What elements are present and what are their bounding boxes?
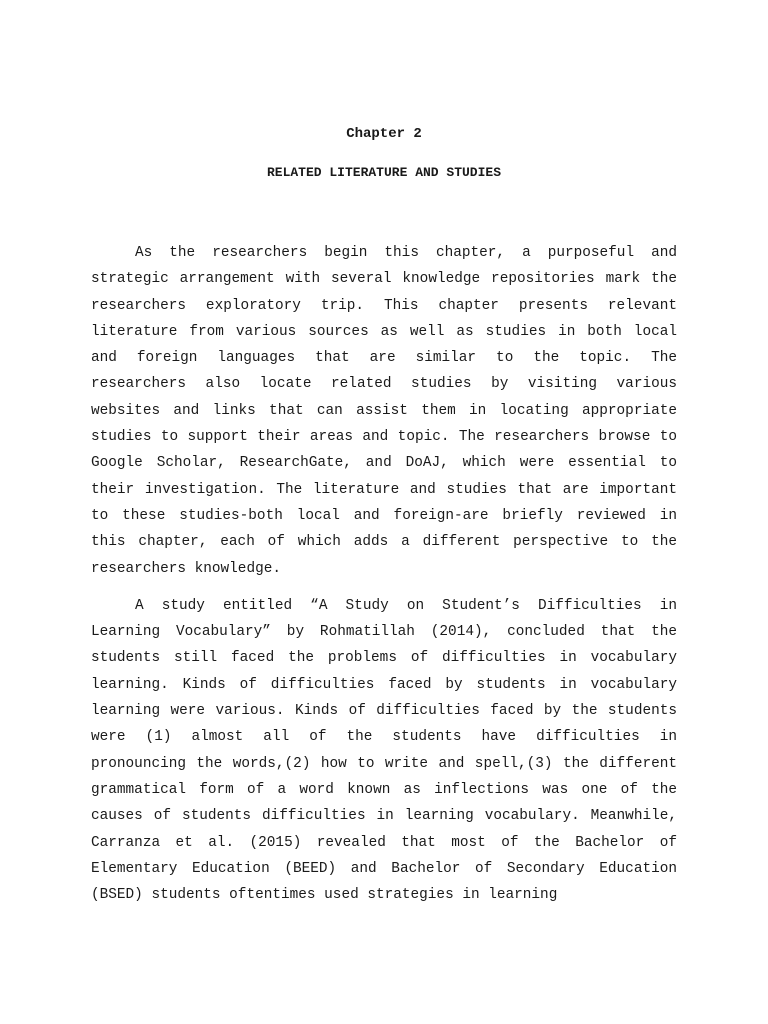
chapter-heading: Chapter 2 xyxy=(346,126,422,142)
section-title: RELATED LITERATURE AND STUDIES xyxy=(266,165,502,180)
paragraph-rohmatillah-study: A study entitled “A Study on Student’s Difficulties in Learning Vocabulary” by Rohmatillah (2014), concluded that the students still faced the problems of difficulties in vocabulary learning. Kinds of difficulties faced by students in vocabulary learning were various. Kinds of difficulties faced by the students were (1) almost all of the students have difficulties in pronouncing the words,(2) how to write and spell,(3) the different grammatical form of a word known as inflections was one of the causes of students difficulties in learning vocabulary. Meanwhile, Carranza et al. (2015) revealed that most of the Bachelor of Elementary Education (BEED) and Bachelor of Secondary Education (BSED) students oftentimes used strategies in learning xyxy=(91,597,677,904)
body-text xyxy=(91,240,677,908)
paragraph-intro: As the researchers begin this chapter, a purposeful and strategic arrangement with several knowledge repositories mark the researchers exploratory trip. This chapter presents relevant literature from various sources as well as studies in both local and foreign languages that are similar to the topic. The researchers also locate related studies by visiting various websites and links that can assist them in locating appropriate studies to support their areas and topic. The researchers browse to Google Scholar, ResearchGate, and DoAJ, which were essential to their investigation. The literature and studies that are important to these studies-both local and foreign-are briefly reviewed in this chapter, each of which adds a different perspective to the researchers knowledge. xyxy=(91,245,677,577)
